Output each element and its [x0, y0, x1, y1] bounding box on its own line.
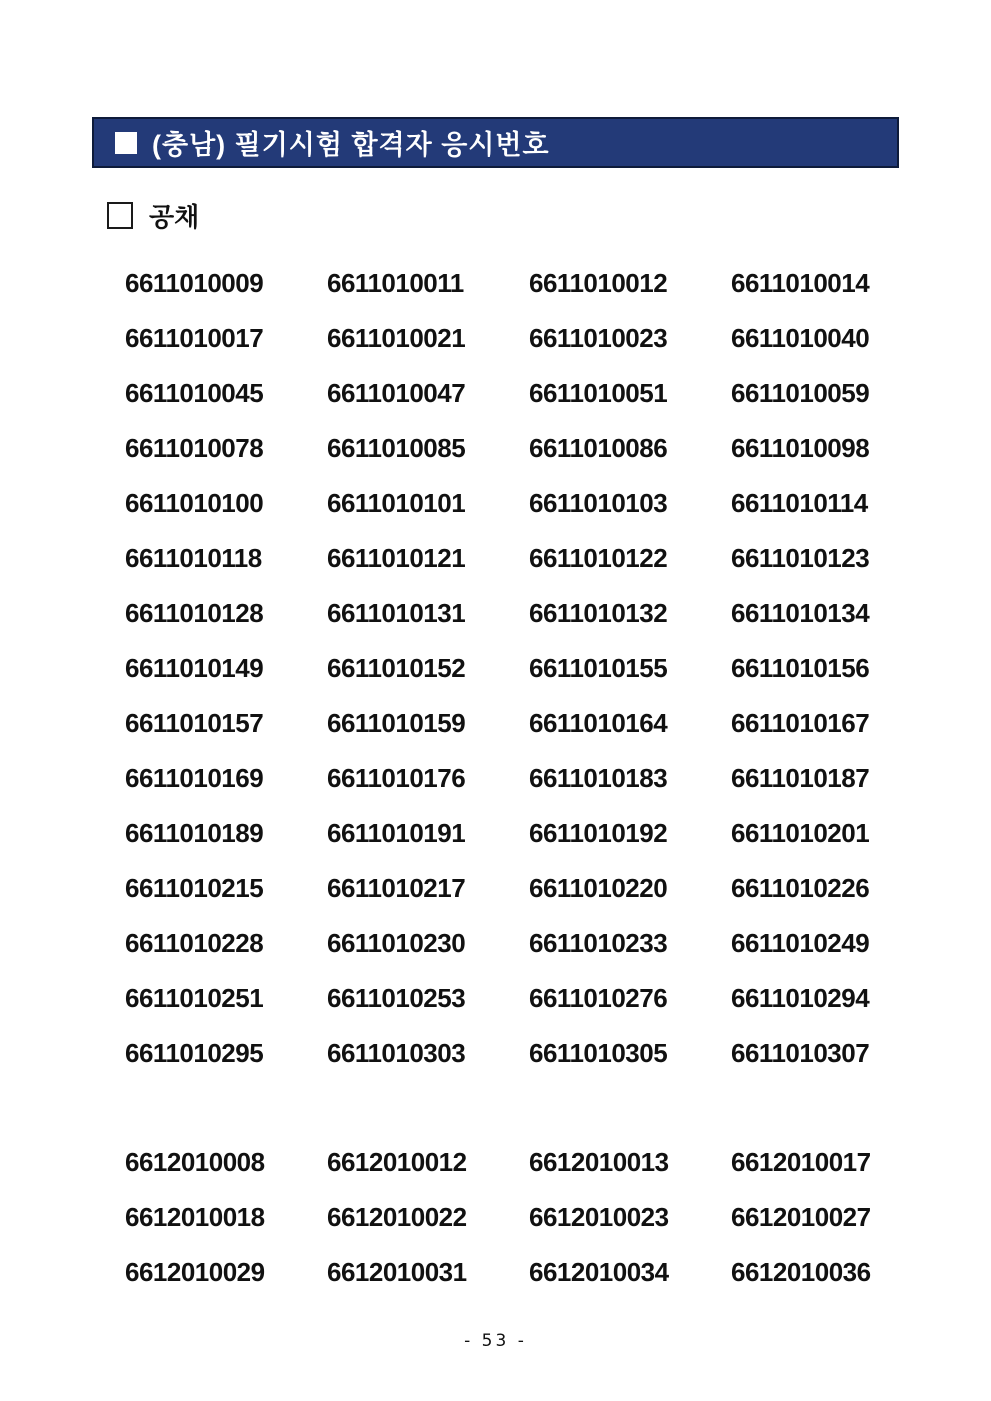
candidate-number: 6612010027: [731, 1202, 871, 1232]
candidate-number: 6611010023: [529, 323, 668, 353]
candidate-number: 6611010167: [731, 708, 870, 738]
candidate-number: 6611010021: [327, 323, 466, 353]
page-number: - 53 -: [464, 1331, 527, 1351]
candidate-number: 6611010233: [529, 928, 668, 958]
candidate-number: 6611010191: [327, 818, 466, 848]
candidate-number: 6611010189: [125, 818, 264, 848]
candidate-number: 6611010101: [327, 488, 466, 518]
candidate-number: 6611010230: [327, 928, 466, 958]
candidate-number: 6611010253: [327, 983, 466, 1013]
candidate-number: 6611010228: [125, 928, 264, 958]
candidate-number: 6611010047: [327, 378, 466, 408]
candidate-number: 6611010017: [125, 323, 264, 353]
empty-square-bullet-icon: [107, 202, 133, 229]
candidate-number: 6611010157: [125, 708, 264, 738]
section-header-bar: [92, 117, 899, 168]
candidate-number-grid-6611: [125, 256, 933, 1081]
candidate-number: 6611010307: [731, 1038, 870, 1068]
candidate-number: 6611010251: [125, 983, 264, 1013]
page-footer: [0, 1331, 991, 1351]
candidate-number: 6611010114: [731, 488, 868, 518]
candidate-number: 6612010008: [125, 1147, 265, 1177]
candidate-number: 6611010215: [125, 873, 264, 903]
subsection-label: 공채: [149, 202, 200, 232]
candidate-number: 6612010031: [327, 1257, 467, 1287]
candidate-number: 6611010149: [125, 653, 264, 683]
candidate-number-grid-6612: [125, 1135, 933, 1300]
candidate-number: 6612010036: [731, 1257, 871, 1287]
candidate-number: 6611010294: [731, 983, 870, 1013]
section-title: (충남) 필기시험 합격자 응시번호: [152, 130, 550, 160]
candidate-number: 6611010131: [327, 598, 466, 628]
candidate-number: 6611010123: [731, 543, 870, 573]
candidate-number: 6611010045: [125, 378, 264, 408]
candidate-number: 6612010022: [327, 1202, 467, 1232]
candidate-number: 6611010276: [529, 983, 668, 1013]
candidate-number: 6611010040: [731, 323, 870, 353]
candidate-number: 6612010018: [125, 1202, 265, 1232]
candidate-number: 6611010159: [327, 708, 466, 738]
filled-square-bullet-icon: [115, 132, 137, 154]
candidate-number: 6611010249: [731, 928, 870, 958]
candidate-number: 6611010201: [731, 818, 870, 848]
candidate-number: 6611010100: [125, 488, 264, 518]
candidate-number: 6611010078: [125, 433, 264, 463]
candidate-number: 6611010164: [529, 708, 668, 738]
candidate-number: 6611010226: [731, 873, 870, 903]
candidate-number: 6611010295: [125, 1038, 264, 1068]
subsection-header: [107, 197, 199, 234]
candidate-number: 6611010192: [529, 818, 668, 848]
candidate-number: 6611010152: [327, 653, 466, 683]
candidate-number: 6612010012: [327, 1147, 467, 1177]
candidate-number: 6611010059: [731, 378, 870, 408]
candidate-number: 6611010155: [529, 653, 668, 683]
candidate-number: 6611010085: [327, 433, 466, 463]
candidate-number: 6611010103: [529, 488, 668, 518]
candidate-number: 6611010183: [529, 763, 668, 793]
candidate-number: 6611010176: [327, 763, 466, 793]
candidate-number: 6612010034: [529, 1257, 669, 1287]
candidate-number: 6611010098: [731, 433, 870, 463]
candidate-number: 6612010013: [529, 1147, 669, 1177]
candidate-number: 6611010156: [731, 653, 870, 683]
candidate-number: 6611010086: [529, 433, 668, 463]
candidate-number: 6611010305: [529, 1038, 668, 1068]
candidate-number: 6611010187: [731, 763, 870, 793]
candidate-number: 6612010017: [731, 1147, 871, 1177]
candidate-number: 6611010051: [529, 378, 668, 408]
candidate-number: 6611010169: [125, 763, 264, 793]
candidate-number: 6611010132: [529, 598, 668, 628]
candidate-number: 6611010217: [327, 873, 466, 903]
candidate-number: 6611010012: [529, 268, 668, 298]
candidate-number: 6611010121: [327, 543, 466, 573]
candidate-number: 6611010220: [529, 873, 668, 903]
candidate-number: 6611010122: [529, 543, 668, 573]
candidate-number: 6612010029: [125, 1257, 265, 1287]
candidate-number: 6611010303: [327, 1038, 466, 1068]
candidate-number: 6611010014: [731, 268, 870, 298]
candidate-number: 6611010128: [125, 598, 264, 628]
candidate-number: 6612010023: [529, 1202, 669, 1232]
candidate-number: 6611010011: [327, 268, 464, 298]
candidate-number: 6611010134: [731, 598, 870, 628]
candidate-number: 6611010009: [125, 268, 264, 298]
candidate-number: 6611010118: [125, 543, 262, 573]
